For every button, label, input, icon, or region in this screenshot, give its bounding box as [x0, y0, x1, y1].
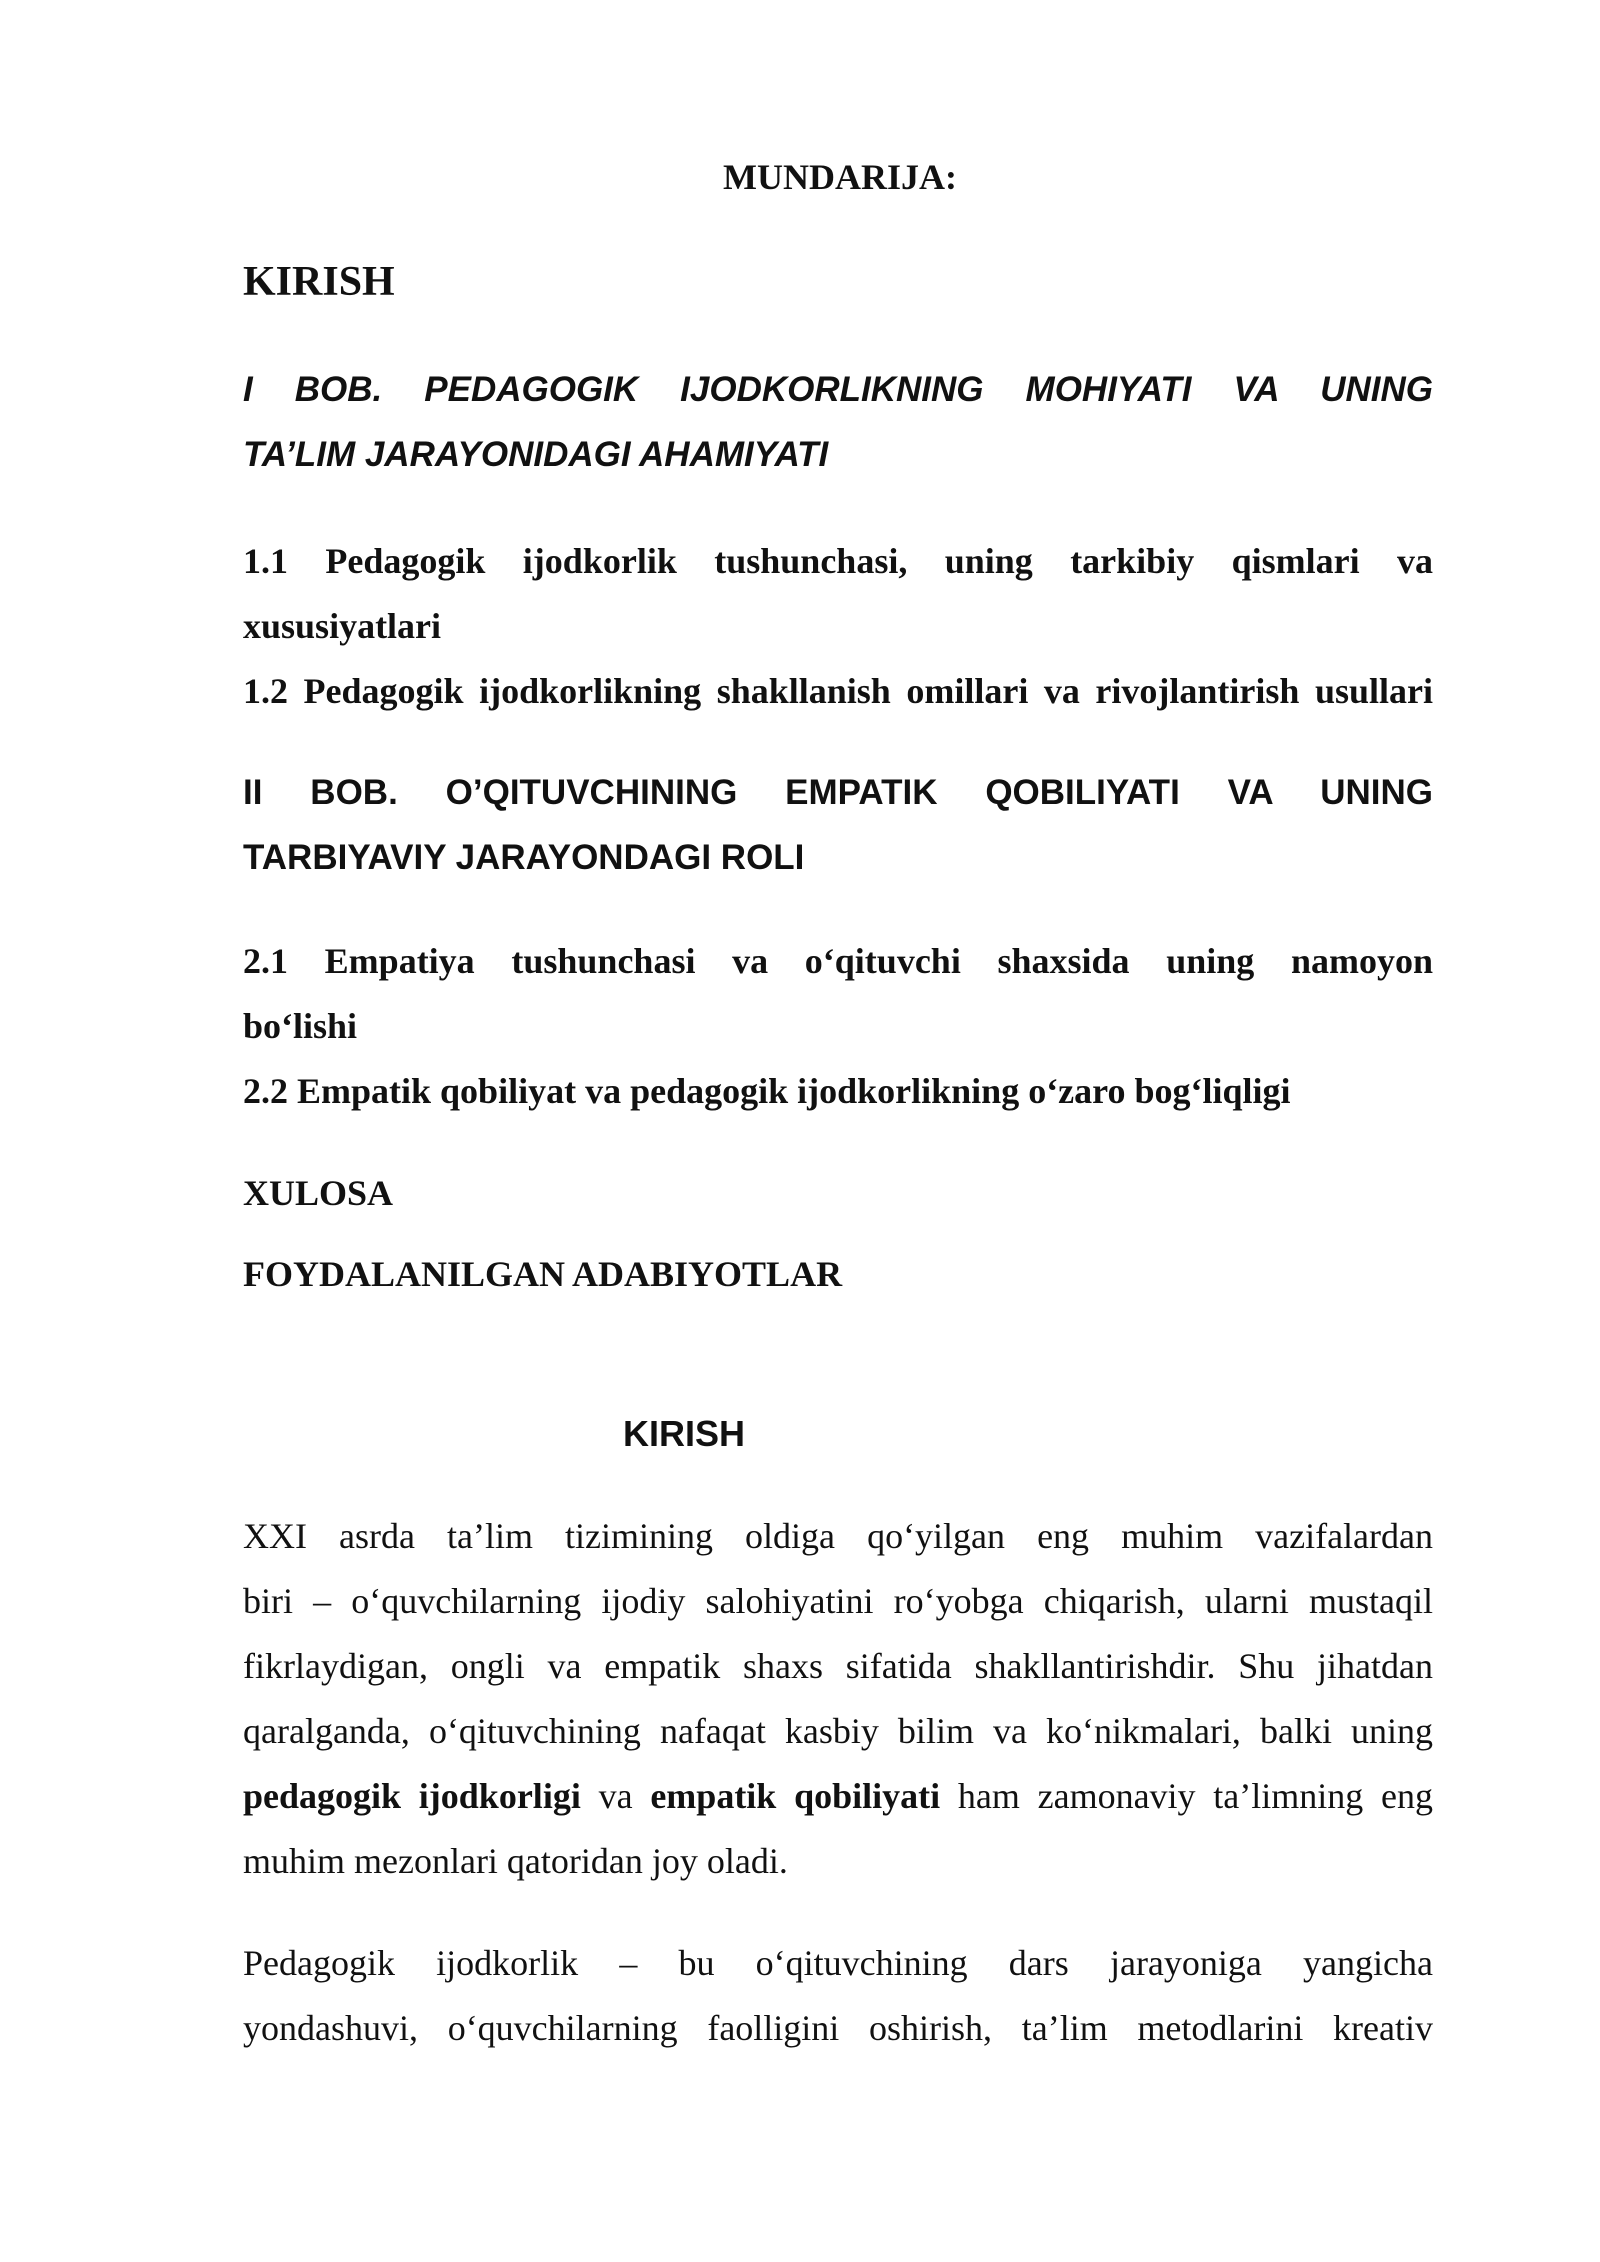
- intro-paragraph-1-line-4: qaralganda, o‘qituvchining nafaqat kasbiy bilim va ko‘nikmalari, balki uning: [243, 1711, 1433, 1751]
- intro-paragraph-2-line-2: yondashuvi, o‘quvchilarning faolligini oshirish, ta’lim metodlarini kreativ: [243, 2008, 1433, 2048]
- toc-section-2-2: 2.2 Empatik qobiliyat va pedagogik ijodkorlikning o‘zaro bog‘liqligi: [243, 1071, 1291, 1111]
- toc-section-2-1-line2: bo‘lishi: [243, 1006, 358, 1046]
- toc-item-intro: KIRISH: [243, 259, 395, 305]
- toc-title: MUNDARIJA:: [723, 157, 957, 197]
- line-5-connector: va: [580, 1776, 651, 1816]
- intro-paragraph-1-line-6: muhim mezonlari qatoridan joy oladi.: [243, 1841, 788, 1881]
- toc-item-conclusion: XULOSA: [243, 1173, 394, 1213]
- toc-chapter-2-line1: II BOB. O’QITUVCHINING EMPATIK QOBILIYATI VA UNING: [243, 773, 1433, 812]
- intro-paragraph-1-line-2: biri – o‘quvchilarning ijodiy salohiyatini ro‘yobga chiqarish, ularni mustaqil: [243, 1581, 1433, 1621]
- intro-paragraph-1-line-5: [243, 1768, 1433, 1824]
- toc-section-1-1-line2: xususiyatlari: [243, 606, 442, 646]
- toc-chapter-1-line2: TA’LIM JARAYONIDAGI AHAMIYATI: [243, 435, 829, 474]
- toc-section-1-1-line1: 1.1 Pedagogik ijodkorlik tushunchasi, uning tarkibiy qismlari va: [243, 541, 1433, 581]
- toc-section-1-2: 1.2 Pedagogik ijodkorlikning shakllanish omillari va rivojlantirish usullari: [243, 671, 1433, 711]
- intro-paragraph-2-line-1: Pedagogik ijodkorlik – bu o‘qituvchining dars jarayoniga yangicha: [243, 1943, 1433, 1983]
- intro-paragraph-1-line-3: fikrlaydigan, ongli va empatik shaxs sifatida shakllantirishdir. Shu jihatdan: [243, 1646, 1433, 1686]
- intro-paragraph-1-line-1: XXI asrda ta’lim tizimining oldiga qo‘yilgan eng muhim vazifalardan: [243, 1516, 1433, 1556]
- toc-chapter-2-line2: TARBIYAVIY JARAYONDAGI ROLI: [243, 838, 805, 877]
- bold-term-empatik-qobiliyati: empatik qobiliyati: [650, 1776, 941, 1816]
- toc-item-references: FOYDALANILGAN ADABIYOTLAR: [243, 1254, 843, 1294]
- bold-term-pedagogik-ijodkorligi: pedagogik ijodkorligi: [243, 1776, 581, 1816]
- toc-section-2-1-line1: 2.1 Empatiya tushunchasi va o‘qituvchi shaxsida uning namoyon: [243, 941, 1433, 981]
- toc-chapter-1-line1: I BOB. PEDAGOGIK IJODKORLIKNING MOHIYATI VA UNING: [243, 370, 1433, 409]
- intro-heading: KIRISH: [623, 1413, 746, 1454]
- line-5-end: ham zamonaviy ta’limning eng: [940, 1776, 1434, 1816]
